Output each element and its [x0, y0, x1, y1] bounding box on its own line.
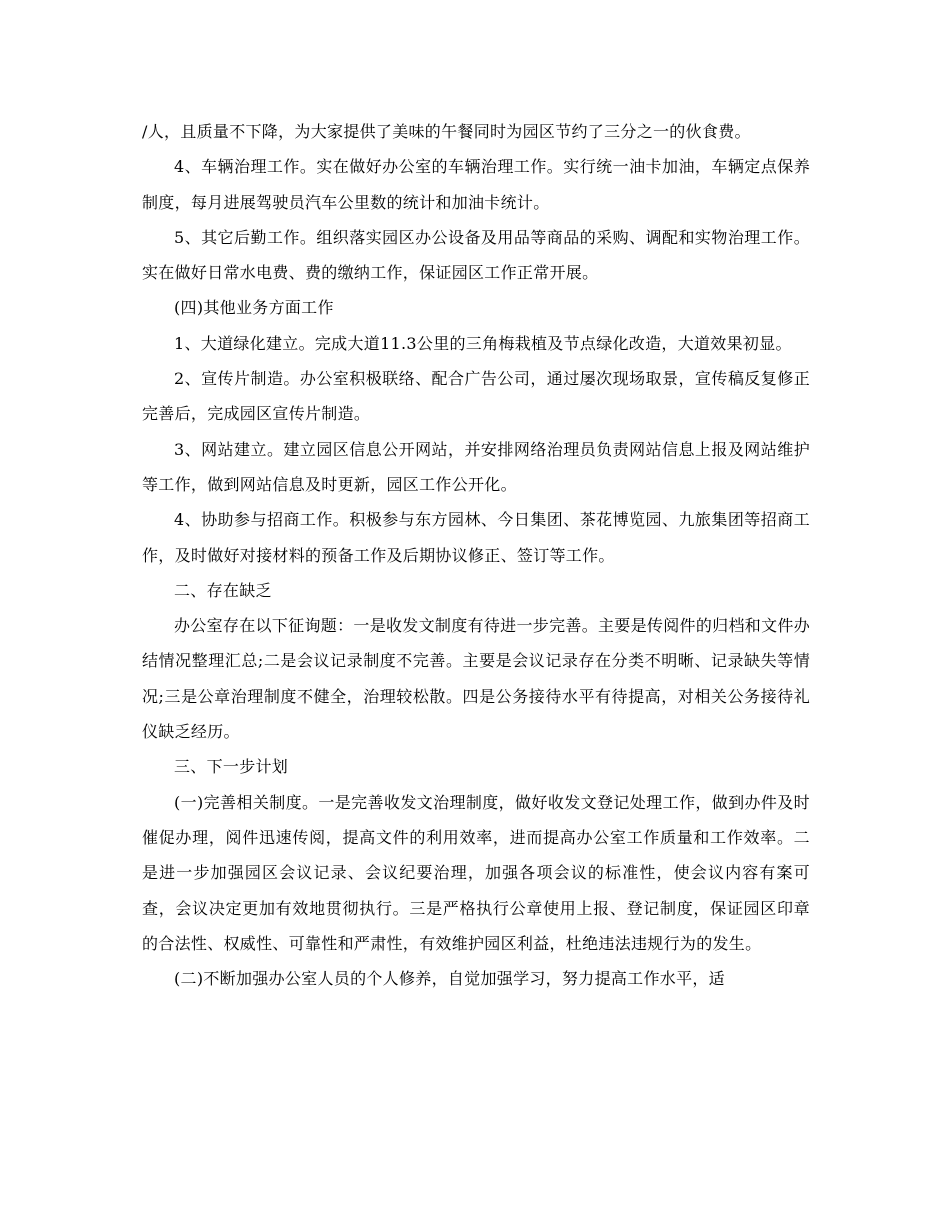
section-heading-4: (四)其他业务方面工作 — [174, 298, 334, 318]
paragraph-5: 1、大道绿化建立。完成大道11.3公里的三角梅栽植及节点绿化改造，大道效果初显。 — [174, 333, 792, 353]
paragraph-1: /人，且质量不下降，为大家提供了美味的午餐同时为园区节约了三分之一的伙食费。 — [142, 122, 751, 141]
paragraph-6: 2、宣传片制造。办公室积极联络、配合广告公司，通过屡次现场取景，宣传稿反复修正完善后，完成园区宣传片制造。 — [142, 369, 810, 424]
paragraph-10: 办公室存在以下征询题：一是收发文制度有待进一步完善。主要是传阅件的归档和文件办结情况整理汇总;二是会议记录制度不完善。主要是会议记录存在分类不明晰、记录缺失等情况;三是公章治理制度不健全，治理较松散。四是公务接待水平有待提高，对相关公务接待礼仪缺乏经历。 — [142, 616, 810, 742]
paragraph-2: 4、车辆治理工作。实在做好办公室的车辆治理工作。实行统一油卡加油，车辆定点保养制度，每月进展驾驶员汽车公里数的统计和加油卡统计。 — [142, 157, 810, 212]
document-page — [142, 114, 810, 996]
section-heading-9: 二、存在缺乏 — [174, 580, 272, 600]
paragraph-12: (一)完善相关制度。一是完善收发文治理制度，做好收发文登记处理工作，做到办件及时催促办理，阅件迅速传阅，提高文件的利用效率，进而提高办公室工作质量和工作效率。二是进一步加强园区会议记录、会议纪要治理，加强各项会议的标准性，使会议内容有案可查，会议决定更加有效地贯彻执行。三是严格执行公章使用上报、登记制度，保证园区印章的合法性、权威性、可靠性和严肃性，有效维护园区利益，杜绝违法违规行为的发生。 — [142, 792, 810, 953]
section-heading-11: 三、下一步计划 — [174, 757, 289, 777]
paragraph-13: (二)不断加强办公室人员的个人修养，自觉加强学习，努力提高工作水平，适 — [174, 969, 725, 989]
paragraph-7: 3、网站建立。建立园区信息公开网站，并安排网络治理员负责网站信息上报及网站维护等工作，做到网站信息及时更新，园区工作公开化。 — [142, 439, 810, 494]
paragraph-8: 4、协助参与招商工作。积极参与东方园林、今日集团、茶花博览园、九旅集团等招商工作，及时做好对接材料的预备工作及后期协议修正、签订等工作。 — [142, 510, 810, 565]
paragraph-3: 5、其它后勤工作。组织落实园区办公设备及用品等商品的采购、调配和实物治理工作。实在做好日常水电费、费的缴纳工作，保证园区工作正常开展。 — [142, 227, 810, 283]
